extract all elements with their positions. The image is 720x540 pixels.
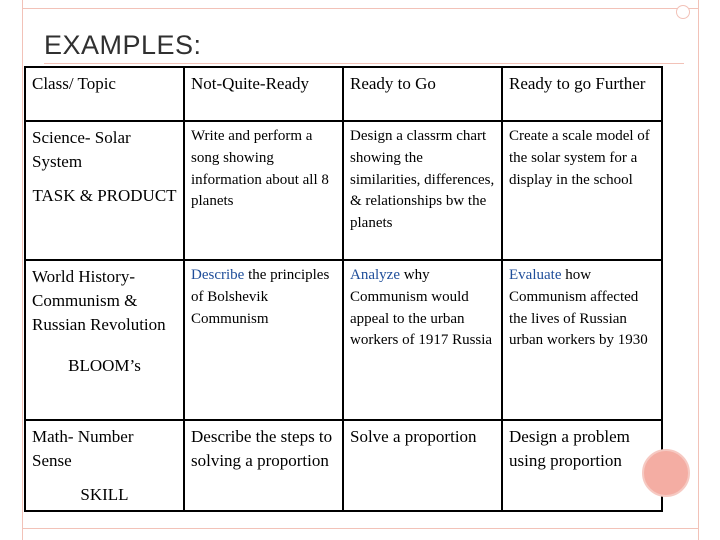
- ready-further-cell: Design a problem using proportion: [502, 420, 662, 511]
- not-quite-ready-cell: [184, 260, 343, 420]
- cell-text: the principles of Bolshevik Communism: [191, 267, 330, 327]
- ready-further-cell: [502, 260, 662, 420]
- row-tag: SKILL: [80, 484, 129, 504]
- decorative-circle: [642, 449, 690, 497]
- bloom-verb: Describe: [191, 267, 245, 283]
- table-row: [25, 420, 662, 511]
- row-topic-cell: [25, 121, 184, 260]
- header-not-quite-ready: Not-Quite-Ready: [184, 67, 343, 121]
- examples-table: [24, 66, 663, 512]
- not-quite-ready-cell: Describe the steps to solving a proportion: [184, 420, 343, 511]
- row-topic-cell: [25, 420, 184, 511]
- ready-to-go-cell: Solve a proportion: [343, 420, 502, 511]
- cell-text: why Communism would appeal to the urban workers of 1917 Russia: [350, 267, 493, 349]
- ready-to-go-cell: Design a classrm chart showing the similarities, differences, & relationships bw the planets: [343, 121, 502, 260]
- table-header-row: [25, 67, 662, 121]
- header-ready-further: Ready to go Further: [502, 67, 662, 121]
- slide-frame-right-line: [698, 0, 699, 540]
- bloom-verb: Evaluate: [509, 267, 562, 283]
- slide-frame-bottom-line: [22, 528, 698, 529]
- cell-text: how Communism affected the lives of Russian urban workers by 1930: [509, 267, 648, 349]
- row-topic: Science- Solar System: [32, 128, 131, 171]
- row-topic-cell: [25, 260, 184, 420]
- row-tag: BLOOM’s: [68, 356, 141, 376]
- ready-further-cell: Create a scale model of the solar system for a display in the school: [502, 121, 662, 260]
- header-ready-to-go: Ready to Go: [343, 67, 502, 121]
- ready-to-go-cell: [343, 260, 502, 420]
- title-underline: [44, 63, 684, 64]
- table-row: [25, 260, 662, 420]
- row-topic: Math- Number Sense: [32, 427, 134, 470]
- bloom-verb: Analyze: [350, 267, 400, 283]
- row-tag: TASK & PRODUCT: [32, 185, 177, 205]
- not-quite-ready-cell: Write and perform a song showing information about all 8 planets: [184, 121, 343, 260]
- slide-title: EXAMPLES:: [44, 30, 202, 60]
- slide-frame-left-line: [22, 0, 23, 540]
- table-row: [25, 121, 662, 260]
- corner-circle-decoration: [676, 5, 690, 19]
- header-class-topic: Class/ Topic: [25, 67, 184, 121]
- row-topic: World History- Communism & Russian Revolution: [32, 267, 166, 334]
- slide-frame-top-line: [22, 8, 698, 9]
